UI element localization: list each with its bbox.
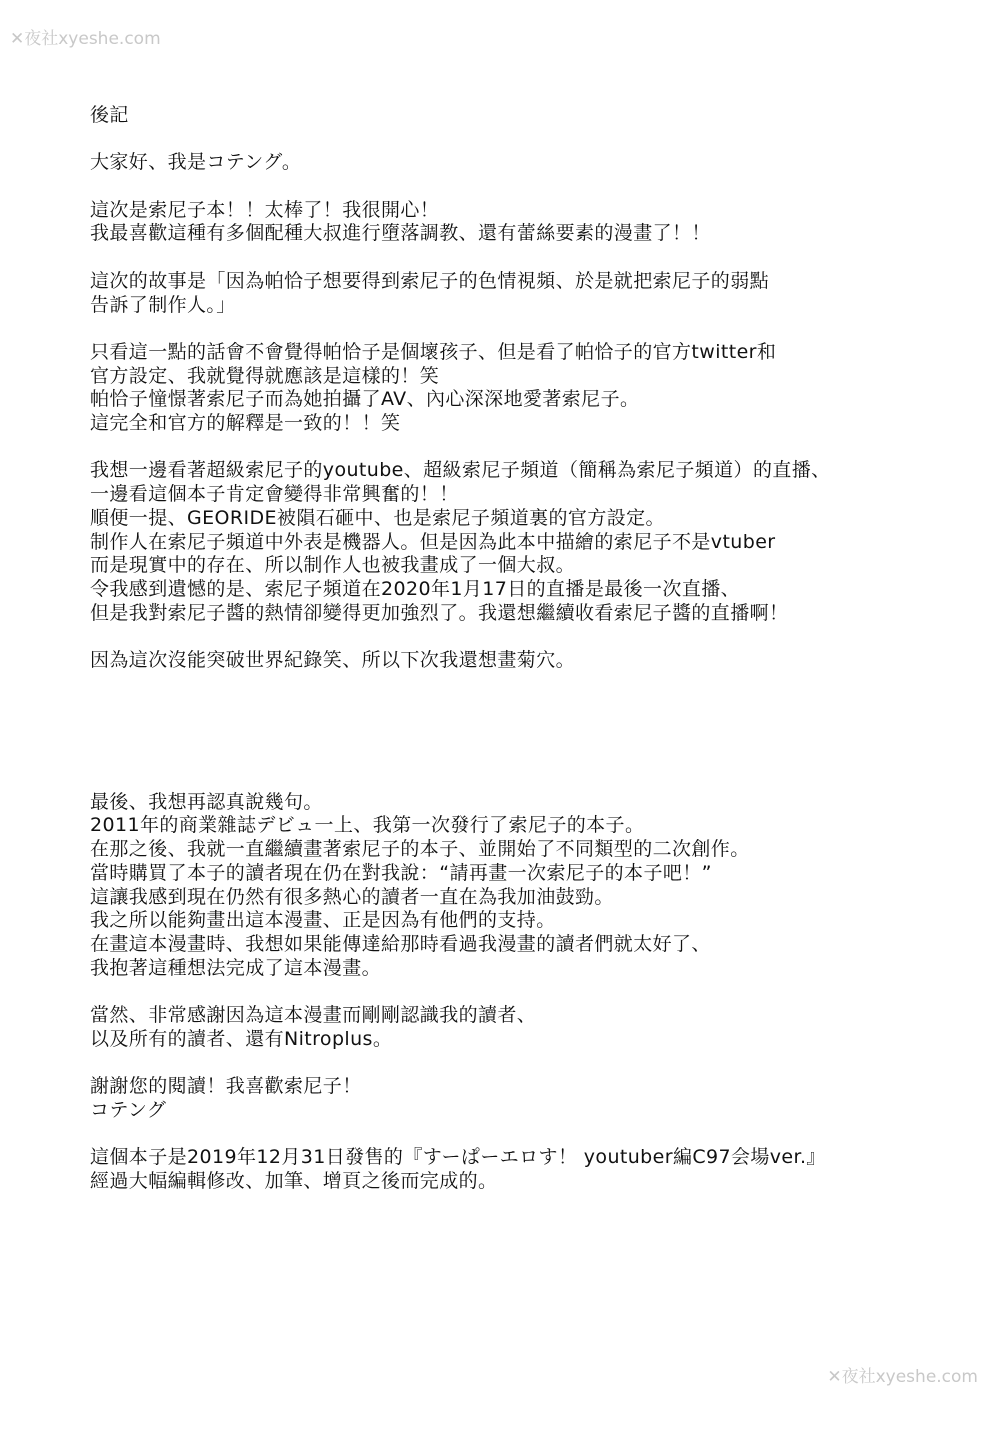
text-line: 這完全和官方的解釋是一致的！！笑 — [90, 412, 401, 435]
afterword-part-1 — [90, 151, 970, 672]
text-line: 以及所有的讀者、還有Nitroplus。 — [90, 1027, 393, 1050]
text-line: 最後、我想再認真說幾句。 — [90, 790, 323, 813]
text-line: 這次是索尼子本！！太棒了！我很開心！ — [90, 198, 440, 221]
text-line: 因為這次沒能突破世界紀錄笑、所以下次我還想畫菊穴。 — [90, 649, 576, 672]
text-line: 但是我對索尼子醬的熱情卻變得更加強烈了。我還想繼續收看索尼子醬的直播啊！ — [90, 601, 789, 624]
page-title: 後記 — [90, 104, 129, 126]
text-line: コテング — [90, 1098, 167, 1121]
text-line: 這次的故事是「因為帕恰子想要得到索尼子的色情視頻、於是就把索尼子的弱點 — [90, 269, 770, 292]
text-line: 制作人在索尼子頻道中外表是機器人。但是因為此本中描繪的索尼子不是vtuber — [90, 530, 776, 553]
text-line: 在畫這本漫畫時、我想如果能傳達給那時看過我漫畫的讀者們就太好了、 — [90, 933, 711, 955]
text-line: 當然、非常感謝因為這本漫畫而剛剛認識我的讀者、 — [90, 1004, 537, 1027]
text-line: 只看這一點的話會不會覺得帕恰子是個壞孩子、但是看了帕恰子的官方twitter和 — [90, 340, 777, 363]
afterword-text — [90, 104, 970, 1194]
watermark-bottom-right: ✕夜社xyeshe.com — [827, 1367, 978, 1387]
text-line: 我想一邊看著超級索尼子的youtube、超級索尼子頻道（簡稱為索尼子頻道）的直播、 — [90, 459, 831, 482]
text-line: 官方設定、我就覺得就應該是這樣的！笑 — [90, 364, 440, 387]
text-line: 帕恰子憧憬著索尼子而為她拍攝了AV、內心深深地愛著索尼子。 — [90, 388, 640, 411]
text-line: 這個本子是2019年12月31日發售的『すーぱーエロす！ youtuber編C97会場ver.』 — [90, 1146, 826, 1169]
text-line: 告訴了制作人。」 — [90, 293, 236, 316]
afterword-part-2 — [90, 791, 970, 1194]
text-line: 我之所以能夠畫出這本漫畫、正是因為有他們的支持。 — [90, 909, 556, 932]
text-line: 一邊看這個本子肯定會變得非常興奮的！！ — [90, 483, 459, 506]
watermark-top-left: ✕夜社xyeshe.com — [10, 29, 161, 49]
text-line: 順便一提、GEORIDE被隕石砸中、也是索尼子頻道裏的官方設定。 — [90, 506, 665, 529]
text-line: 大家好、我是コテング。 — [90, 151, 302, 174]
text-line: 2011年的商業雜誌デビュ一上、我第一次發行了索尼子的本子。 — [90, 814, 645, 837]
text-line: 而是現實中的存在、所以制作人也被我畫成了一個大叔。 — [90, 554, 576, 577]
text-line: 我最喜歡這種有多個配種大叔進行墮落調教、還有蕾絲要素的漫畫了！！ — [90, 222, 711, 245]
text-line: 經過大幅編輯修改、加筆、增頁之後而完成的。 — [90, 1169, 498, 1192]
text-line: 當時購買了本子的讀者現在仍在對我說：“請再畫一次索尼子的本子吧！” — [90, 861, 712, 884]
text-line: 我抱著這種想法完成了這本漫畫。 — [90, 956, 382, 979]
text-line: 謝謝您的閱讀！我喜歡索尼子！ — [90, 1075, 362, 1098]
text-line: 令我感到遺憾的是、索尼子頻道在2020年1月17日的直播是最後一次直播、 — [90, 577, 741, 600]
text-line: 這讓我感到現在仍然有很多熱心的讀者一直在為我加油鼓勁。 — [90, 885, 614, 908]
text-line: 在那之後、我就一直繼續畫著索尼子的本子、並開始了不同類型的二次創作。 — [90, 838, 750, 861]
